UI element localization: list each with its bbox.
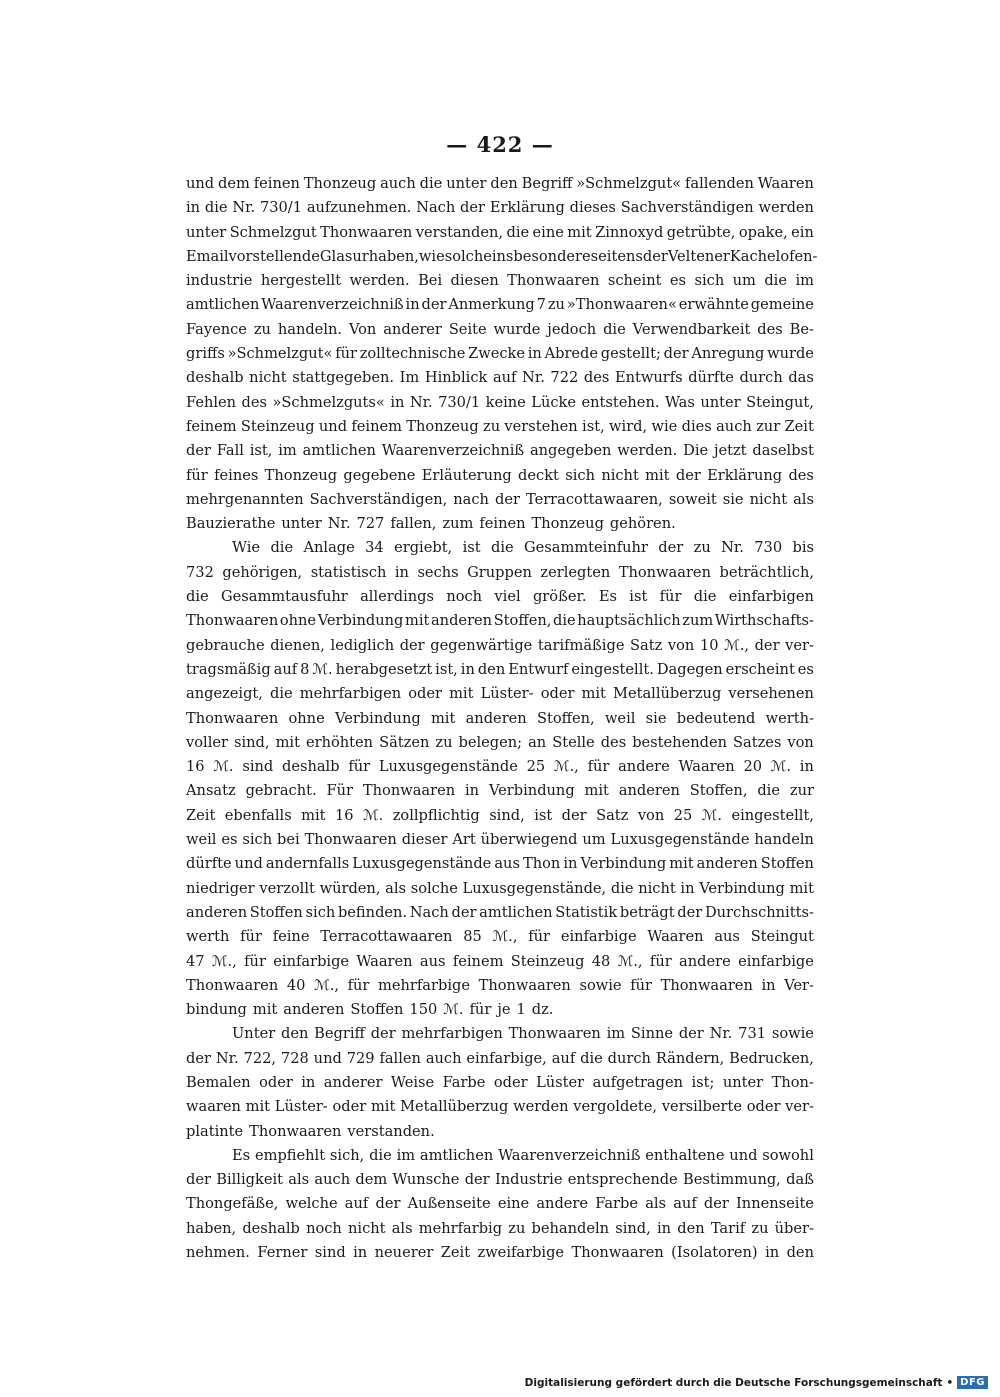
text-line: werth für feine Terracottawaaren 85 ℳ., für einfarbige Waaren aus Steingut	[186, 928, 814, 946]
text-line: in die Nr. 730/1 aufzunehmen. Nach der Erklärung dieses Sachverständigen werden	[186, 199, 814, 217]
separator-dot: •	[946, 1376, 954, 1389]
text-line: anderen Stoffen sich befinden. Nach der amtlichen Statistik beträgt der Durchschnitts-	[186, 903, 814, 921]
text-line: 16 ℳ. sind deshalb für Luxusgegenstände 25 ℳ., für andere Waaren 20 ℳ. in	[186, 758, 814, 776]
text-line: haben, deshalb noch nicht als mehrfarbig zu behandeln sind, in den Tarif zu über-	[186, 1219, 814, 1237]
text-line: 47 ℳ., für einfarbige Waaren aus feinem Steinzeug 48 ℳ., für andere einfarbige	[186, 952, 814, 970]
text-line: der Nr. 722, 728 und 729 fallen auch einfarbige, auf die durch Rändern, Bedrucken,	[186, 1049, 814, 1067]
text-line: voller sind, mit erhöhten Sätzen zu belegen; an Stelle des bestehenden Satzes von	[186, 733, 814, 751]
text-line: Thonwaaren ohne Verbindung mit anderen Stoffen, die hauptsächlich zum Wirthschafts-	[186, 612, 814, 630]
text-line: für feines Thonzeug gegebene Erläuterung deckt sich nicht mit der Erklärung des	[186, 466, 814, 484]
text-line: feinem Steinzeug und feinem Thonzeug zu verstehen ist, wird, wie dies auch zur Zeit	[186, 417, 814, 435]
text-line: Wie die Anlage 34 ergiebt, ist die Gesammteinfuhr der zu Nr. 730 bis	[232, 539, 814, 557]
text-line: 732 gehörigen, statistisch in sechs Gruppen zerlegten Thonwaaren beträchtlich,	[186, 563, 814, 581]
text-line: griffs »Schmelzgut« für zolltechnische Zwecke in Abrede gestellt; der Anregung wurde	[186, 345, 814, 363]
text-line: und dem feinen Thonzeug auch die unter den Begriff »Schmelzgut« fallenden Waaren	[186, 175, 814, 192]
text-line: Bemalen oder in anderer Weise Farbe oder Lüster aufgetragen ist; unter Thon-	[186, 1073, 814, 1091]
document-body	[186, 172, 818, 1265]
text-line: industrie hergestellt werden. Bei diesen Thonwaaren scheint es sich um die im	[186, 272, 814, 290]
text-line: Bauzierathe unter Nr. 727 fallen, zum feinen Thonzeug gehören.	[186, 515, 676, 533]
paragraph	[186, 536, 814, 1022]
text-line: angezeigt, die mehrfarbigen oder mit Lüster- oder mit Metallüberzug versehenen	[186, 685, 814, 703]
text-line: deshalb nicht stattgegeben. Im Hinblick auf Nr. 722 des Entwurfs dürfte durch das	[186, 369, 814, 387]
text-line: bindung mit anderen Stoffen 150 ℳ. für je 1 dz.	[186, 1001, 554, 1019]
paragraph	[186, 1022, 814, 1143]
text-line: der Billigkeit als auch dem Wunsche der Industrie entsprechende Bestimmung, daß	[186, 1171, 814, 1189]
funding-note: Digitalisierung gefördert durch die Deutsche Forschungsgemeinschaft	[524, 1376, 943, 1389]
paragraph	[186, 172, 818, 536]
text-line: Email vorstellende Glasur haben, wie solche insbesondere seitens der Veltener Kachelofen-	[186, 247, 818, 265]
text-line: Unter den Begriff der mehrfarbigen Thonwaaren im Sinne der Nr. 731 sowie	[232, 1025, 814, 1043]
text-line: waaren mit Lüster- oder mit Metallüberzug werden vergoldete, versilberte oder ver-	[186, 1098, 814, 1116]
text-line: Fayence zu handeln. Von anderer Seite wurde jedoch die Verwendbarkeit des Be-	[186, 320, 814, 338]
text-line: niedriger verzollt würden, als solche Luxusgegenstände, die nicht in Verbindung mit	[186, 879, 814, 897]
text-line: Thonwaaren ohne Verbindung mit anderen Stoffen, weil sie bedeutend werth-	[186, 709, 814, 727]
text-line: Ansatz gebracht. Für Thonwaaren in Verbindung mit anderen Stoffen, die zur	[186, 782, 814, 800]
footer	[525, 1376, 988, 1389]
text-line: tragsmäßig auf 8 ℳ. herabgesetzt ist, in den Entwurf eingestellt. Dagegen erscheint es	[186, 660, 814, 678]
text-line: amtlichen Waarenverzeichniß in der Anmerkung 7 zu »Thonwaaren« erwähnte gemeine	[186, 296, 814, 314]
text-line: dürfte und andernfalls Luxusgegenstände aus Thon in Verbindung mit anderen Stoffen	[186, 855, 814, 873]
text-line: Thonwaaren 40 ℳ., für mehrfarbige Thonwaaren sowie für Thonwaaren in Ver-	[186, 976, 814, 994]
text-line: gebrauche dienen, lediglich der gegenwärtige tarifmäßige Satz von 10 ℳ., der ver-	[186, 636, 814, 654]
text-line: weil es sich bei Thonwaaren dieser Art überwiegend um Luxusgegenstände handeln	[186, 831, 814, 849]
text-line: unter Schmelzgut Thonwaaren verstanden, die eine mit Zinnoxyd getrübte, opake, ein	[186, 223, 814, 241]
text-line: platinte Thonwaaren verstanden.	[186, 1122, 435, 1140]
page-number: — 422 —	[446, 132, 554, 157]
text-line: Zeit ebenfalls mit 16 ℳ. zollpflichtig sind, ist der Satz von 25 ℳ. eingestellt,	[186, 806, 814, 824]
text-line: der Fall ist, im amtlichen Waarenverzeichniß angegeben werden. Die jetzt daselbst	[186, 442, 814, 460]
text-line: mehrgenannten Sachverständigen, nach der Terracottawaaren, soweit sie nicht als	[186, 490, 814, 508]
text-line: nehmen. Ferner sind in neuerer Zeit zweifarbige Thonwaaren (Isolatoren) in den	[186, 1244, 814, 1262]
text-line: Es empfiehlt sich, die im amtlichen Waarenverzeichniß enthaltene und sowohl	[232, 1146, 814, 1164]
text-line: Fehlen des »Schmelzguts« in Nr. 730/1 keine Lücke entstehen. Was unter Steingut,	[186, 393, 814, 411]
dfg-logo: DFG	[957, 1376, 988, 1389]
text-line: die Gesammtausfuhr allerdings noch viel größer. Es ist für die einfarbigen	[186, 588, 814, 606]
paragraph	[186, 1144, 814, 1265]
text-line: Thongefäße, welche auf der Außenseite eine andere Farbe als auf der Innenseite	[186, 1195, 814, 1213]
